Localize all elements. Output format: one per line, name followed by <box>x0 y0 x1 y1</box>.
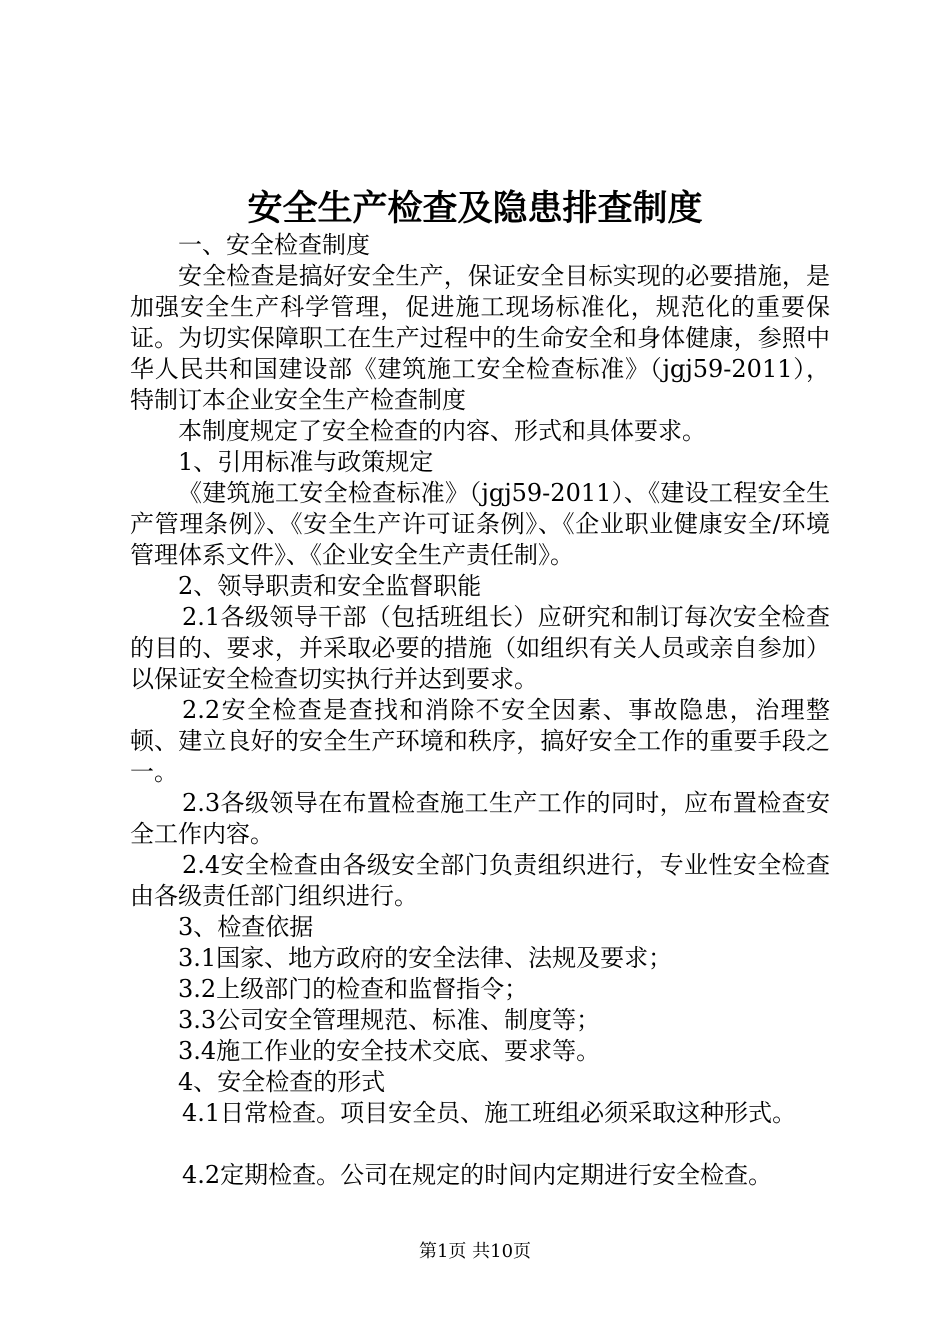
list-item: 3.2上级部门的检查和监督指令； <box>178 975 529 1003</box>
document-body <box>130 230 830 1191</box>
paragraph: 2.3各级领导在布置检查施工生产工作的同时，应布置检查安全工作内容。 <box>130 789 830 848</box>
list-item: 3.4施工作业的安全技术交底、要求等。 <box>178 1037 601 1065</box>
paragraph: 2.1各级领导干部（包括班组长）应研究和制订每次安全检查的目的、要求，并采取必要的措施（如组织有关人员或亲自参加）以保证安全检查切实执行并达到要求。 <box>130 603 830 693</box>
subsection-heading: 3、检查依据 <box>178 913 314 941</box>
subsection-heading: 4、安全检查的形式 <box>178 1068 386 1096</box>
section-heading: 一、安全检查制度 <box>178 231 370 259</box>
subsection-heading: 1、引用标准与政策规定 <box>178 448 434 476</box>
paragraph: 2.2安全检查是查找和消除不安全因素、事故隐患，治理整顿、建立良好的安全生产环境和秩序，搞好安全工作的重要手段之一。 <box>130 696 830 786</box>
paragraph: 《建筑施工安全检查标准》（jgj59-2011）、《建设工程安全生产管理条例》、《安全生产许可证条例》、《企业职业健康安全/环境管理体系文件》、《企业安全生产责任制》。 <box>130 479 830 569</box>
subsection-heading: 2、领导职责和安全监督职能 <box>178 572 482 600</box>
paragraph: 本制度规定了安全检查的内容、形式和具体要求。 <box>178 417 706 445</box>
document-title: 安全生产检查及隐患排查制度 <box>247 189 703 229</box>
list-item: 4.1日常检查。项目安全员、施工班组必须采取这种形式。 <box>182 1099 797 1127</box>
paragraph: 安全检查是搞好安全生产，保证安全目标实现的必要措施，是加强安全生产科学管理，促进施工现场标准化，规范化的重要保证。为切实保障职工在生产过程中的生命安全和身体健康，参照中华人民共和国建设部《建筑施工安全检查标准》（jgj59-2011），特制订本企业安全生产检查制度 <box>130 262 830 414</box>
list-item: 3.1国家、地方政府的安全法律、法规及要求； <box>178 944 673 972</box>
page-number-footer: 第1页 共10页 <box>418 1241 532 1262</box>
list-item: 4.2定期检查。公司在规定的时间内定期进行安全检查。 <box>182 1161 773 1189</box>
list-item: 3.3公司安全管理规范、标准、制度等； <box>178 1006 601 1034</box>
paragraph: 2.4安全检查由各级安全部门负责组织进行，专业性安全检查由各级责任部门组织进行。 <box>130 851 830 910</box>
